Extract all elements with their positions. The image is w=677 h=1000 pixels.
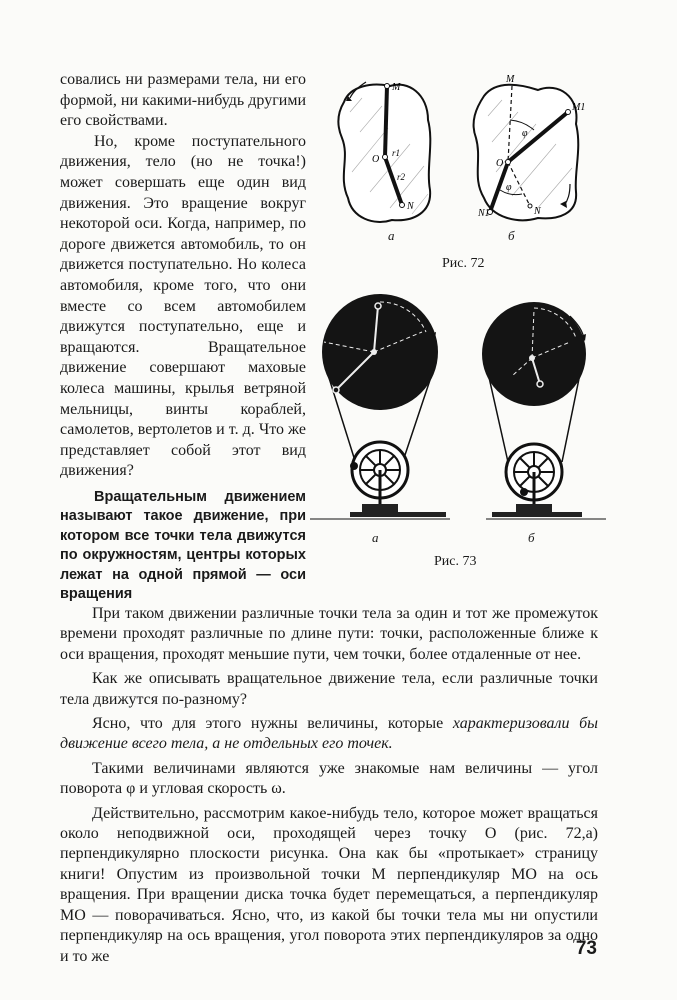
figure-72b — [462, 72, 592, 232]
paragraph: При таком движении различные точки тела за один и тот же промежуток времени проходят различные по длине пути: точки, расположенные ближе к оси вращения, проходят меньшие пути, чем точки, более отдаленные от нее. — [60, 605, 598, 663]
page-number: 73 — [575, 938, 597, 959]
figure-72a — [330, 72, 440, 232]
paragraph: Как же описывать вращательное движение тела, если различные точки тела движутся по-разному? — [60, 670, 598, 708]
italic-text: характеризовали бы движение всего тела, а не отдельных его точек. — [60, 715, 599, 753]
label-phi: φ — [522, 128, 528, 139]
label-m: M — [392, 82, 401, 93]
label-r2: r2 — [397, 172, 406, 182]
paragraph — [60, 714, 598, 755]
fig72-sublabel-a: а — [388, 228, 395, 243]
label-r1: r1 — [392, 148, 401, 158]
figure-73b — [466, 292, 606, 528]
fig73-sublabel-a: а — [372, 530, 379, 545]
label-m: M — [506, 74, 515, 85]
paragraph: Действительно, рассмотрим какое-нибудь тело, которое может вращаться около неподвижной оси, проходящей через точку O (рис. 72,а) перпендикулярно плоскости рисунка. Она как бы «протыкает» страницу книги! Опустим из произвольной точки M перпендикуляр MO на ось вращения. При вращении диска точка будет перемещаться, а перпендикуляр MO — поворачиваться. Ясно, что, из какой бы точки тела мы ни опустили перпендикуляр на ось вращения, угол поворота этих перпендикуляров за одно и то же — [60, 804, 598, 965]
fig72-sublabel-b: б — [508, 228, 515, 243]
paragraph: совались ни размерами тела, ни его формой, ни какими-нибудь другими его свойствами. — [60, 71, 306, 130]
label-n: N — [407, 201, 414, 212]
fig73-caption: Рис. 73 — [434, 554, 477, 569]
body-text — [60, 604, 598, 971]
label-phi: φ — [506, 182, 512, 193]
text-span: Ясно, что для этого нужны величины, которые — [92, 715, 453, 733]
left-column — [60, 70, 306, 604]
label-o: O — [372, 154, 380, 165]
definition: Вращательным движением называют такое движение, при котором все точки тела движутся по окружностям, центры которых лежат на одной прямой — оси вращения — [60, 488, 306, 602]
label-o: O — [496, 158, 504, 169]
paragraph: Такими величинами являются уже знакомые нам величины — угол поворота φ и угловая скорость ω. — [60, 759, 598, 798]
paragraph: Но, кроме поступательного движения, тело (но не точка!) может совершать еще один вид движения. Это вращение вокруг некоторой оси. Когда, например, по дороге движется автомобиль, то он движется поступательно. Но колеса автомобиля, кроме того, что они вместе со всем автомобилем движутся поступательно, еще и вращаются. Вращательное движение совершают маховые колеса машины, крылья ветряной мельницы, винты кораблей, самолетов, вертолетов и т. д. Что же представляет собой этот вид движения? — [60, 132, 306, 480]
label-n1: N1 — [478, 208, 490, 219]
fig73-sublabel-b: б — [528, 530, 535, 545]
label-m1: M1 — [572, 102, 586, 113]
fig72-caption: Рис. 72 — [442, 256, 485, 271]
label-n: N — [534, 206, 541, 217]
figure-73a — [310, 292, 450, 528]
